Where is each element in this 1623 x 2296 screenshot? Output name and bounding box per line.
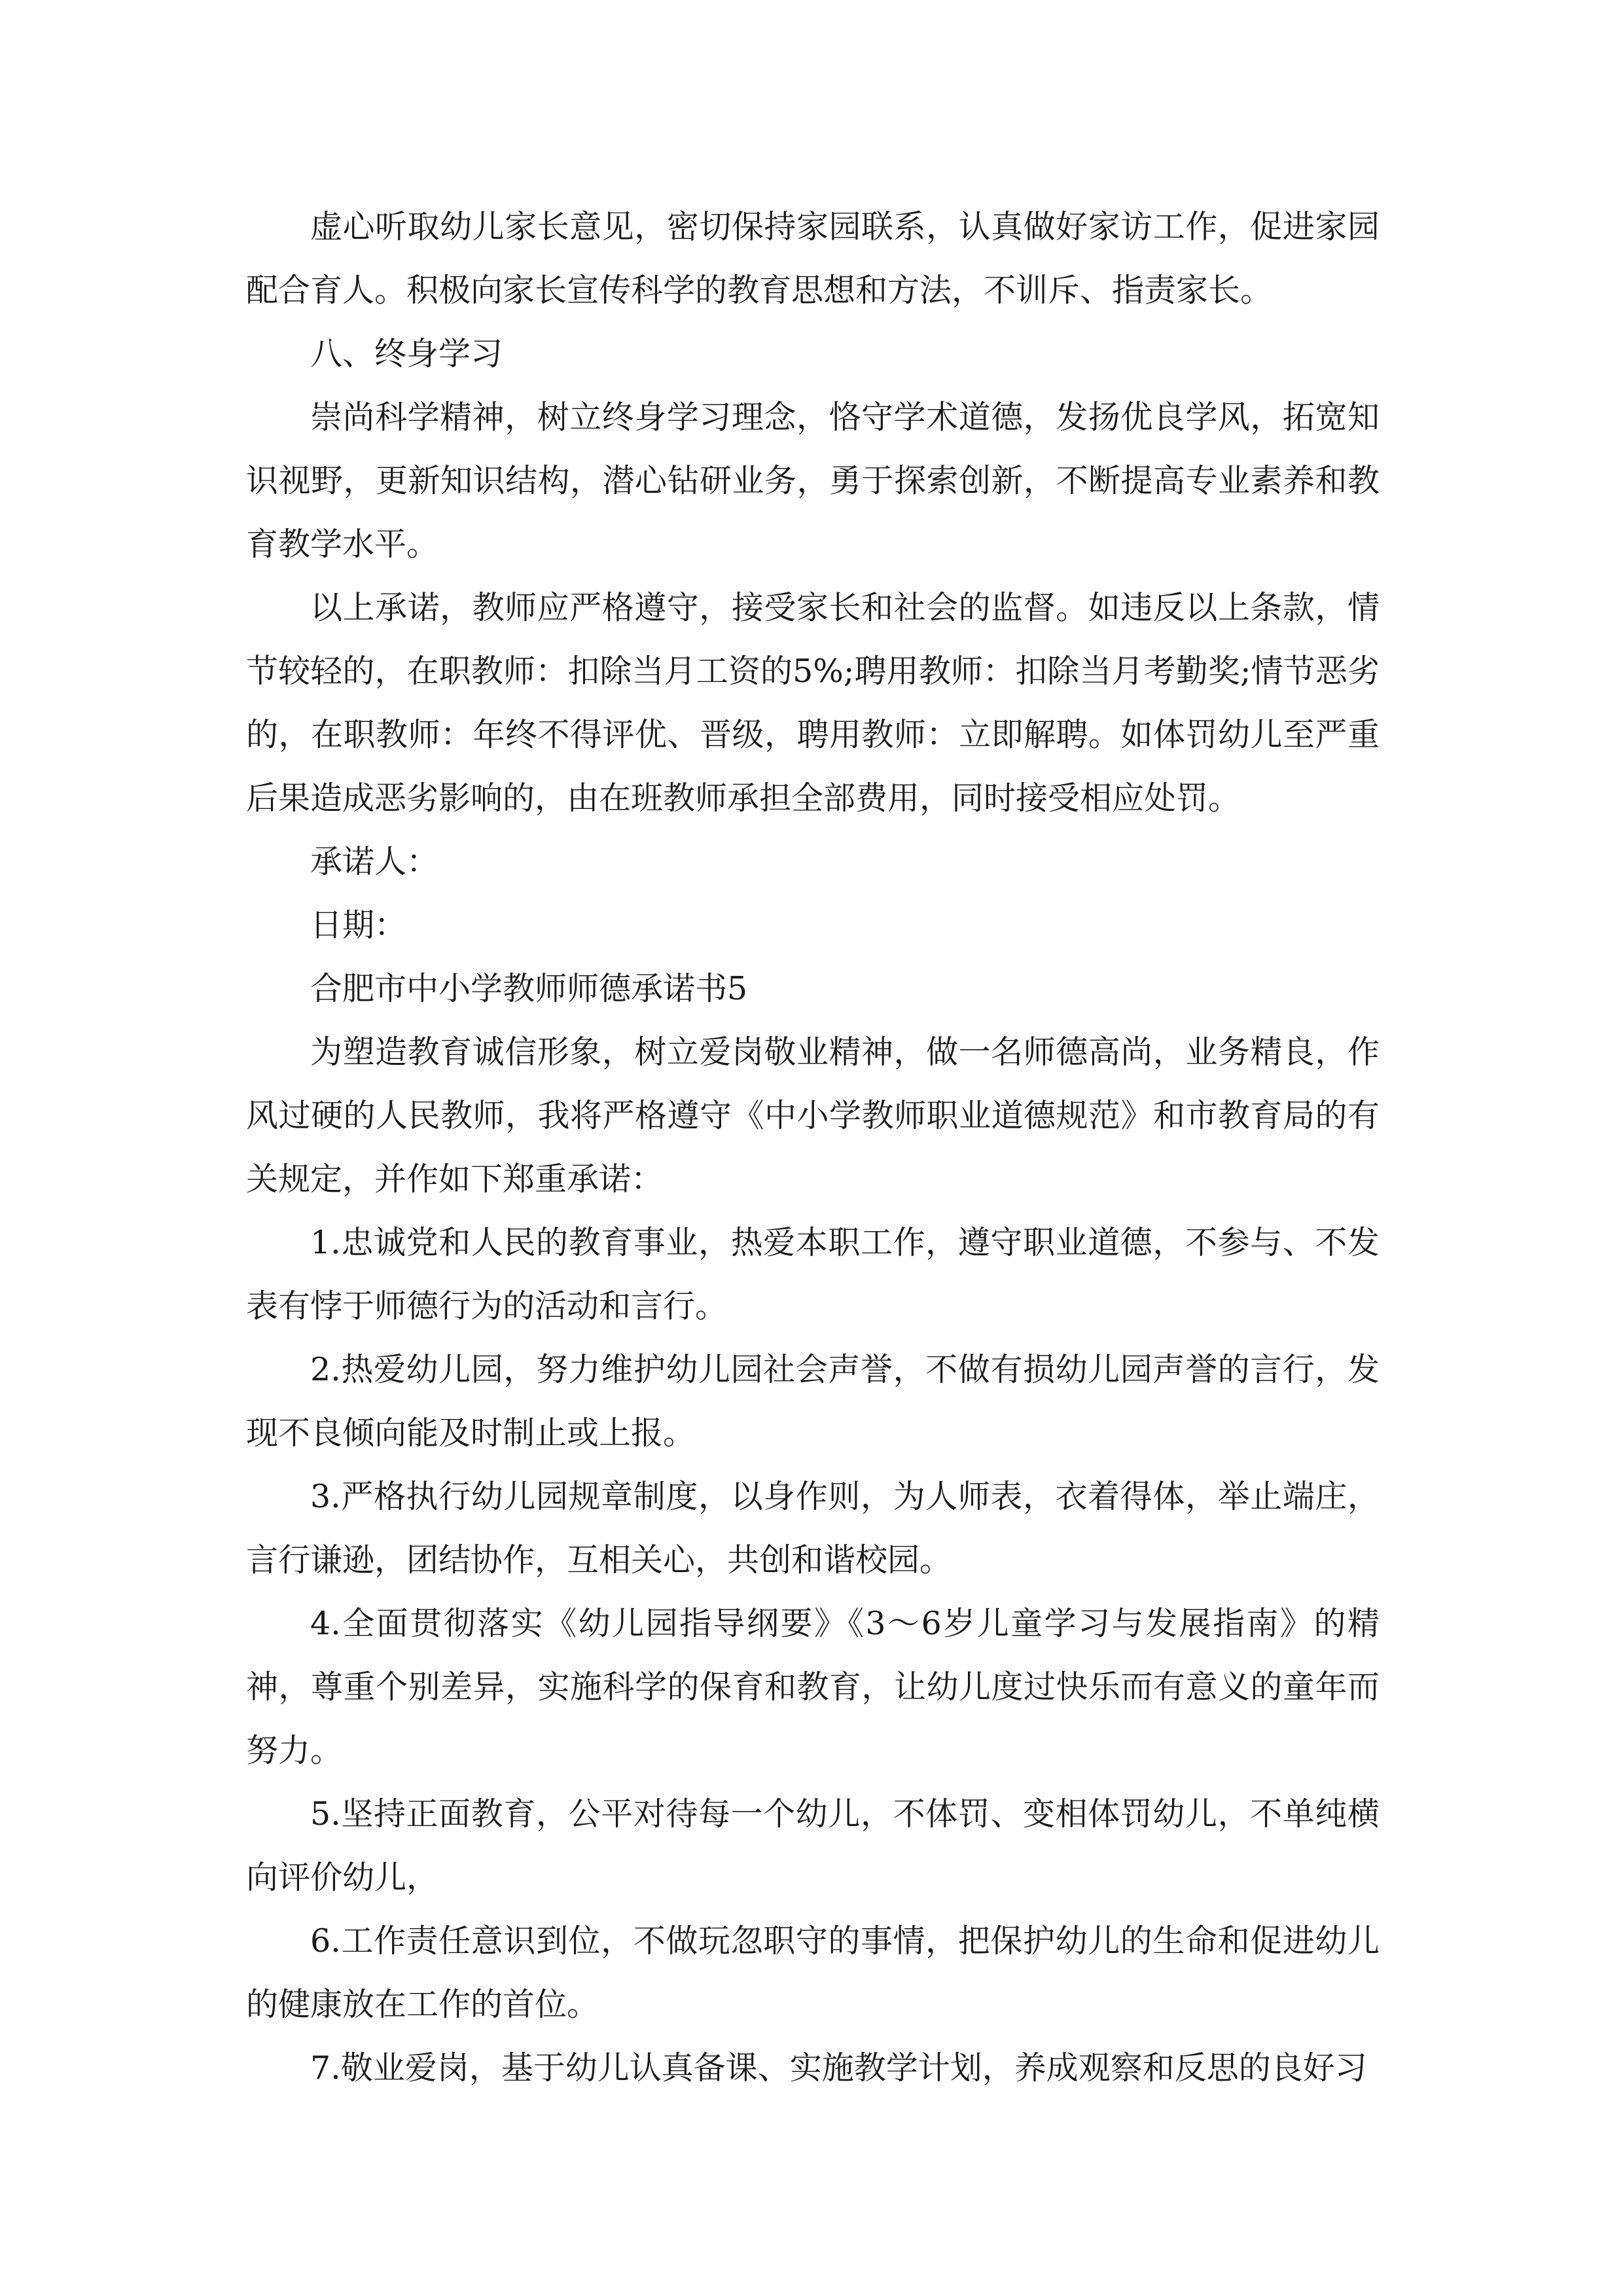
paragraph-lifelong-learning: 崇尚科学精神，树立终身学习理念，恪守学术道德，发扬优良学风，拓宽知识视野，更新知识结构，潜心钻研业务，勇于探索创新，不断提高专业素养和教育教学水平。 xyxy=(246,399,1380,563)
list-item-2: 2.热爱幼儿园，努力维护幼儿园社会声誉，不做有损幼儿园声誉的言行，发现不良倾向能及时制止或上报。 xyxy=(246,1351,1380,1452)
document-subtitle: 合肥市中小学教师师德承诺书5 xyxy=(310,970,748,1007)
paragraph-parent-communication: 虚心听取幼儿家长意见，密切保持家园联系，认真做好家访工作，促进家园配合育人。积极向家长宣传科学的教育思想和方法，不训斥、指责家长。 xyxy=(246,208,1380,309)
signature-line: 承诺人： xyxy=(310,843,439,880)
list-item-4: 4.全面贯彻落实《幼儿园指导纲要》《3～6岁儿童学习与发展指南》的精神，尊重个别差异，实施科学的保育和教育，让幼儿度过快乐而有意义的童年而努力。 xyxy=(246,1605,1380,1769)
list-item-6: 6.工作责任意识到位，不做玩忽职守的事情，把保护幼儿的生命和促进幼儿的健康放在工作的首位。 xyxy=(246,1922,1380,2023)
list-item-5: 5.坚持正面教育，公平对待每一个幼儿，不体罚、变相体罚幼儿，不单纯横向评价幼儿， xyxy=(246,1795,1380,1896)
list-item-7: 7.敬业爱岗，基于幼儿认真备课、实施教学计划，养成观察和反思的良好习 xyxy=(310,2049,1367,2087)
list-item-3: 3.严格执行幼儿园规章制度，以身作则，为人师表，衣着得体，举止端庄，言行谦逊，团结协作，互相关心，共创和谐校园。 xyxy=(246,1478,1380,1579)
document-body xyxy=(246,195,1380,2100)
paragraph-introduction: 为塑造教育诚信形象，树立爱岗敬业精神，做一名师德高尚，业务精良，作风过硬的人民教师，我将严格遵守《中小学教师职业道德规范》和市教育局的有关规定，并作如下郑重承诺： xyxy=(246,1033,1380,1198)
date-line: 日期： xyxy=(310,906,407,944)
list-item-1: 1.忠诚党和人民的教育事业，热爱本职工作，遵守职业道德，不参与、不发表有悖于师德行为的活动和言行。 xyxy=(246,1224,1380,1325)
section-heading-lifelong-learning: 八、终身学习 xyxy=(310,335,503,372)
paragraph-penalties: 以上承诺，教师应严格遵守，接受家长和社会的监督。如违反以上条款，情节较轻的，在职教师：扣除当月工资的5%;聘用教师：扣除当月考勤奖;情节恶劣的，在职教师：年终不得评优、晋级，聘用教师：立即解聘。如体罚幼儿至严重后果造成恶劣影响的，由在班教师承担全部费用，同时接受相应处罚。 xyxy=(246,589,1380,817)
